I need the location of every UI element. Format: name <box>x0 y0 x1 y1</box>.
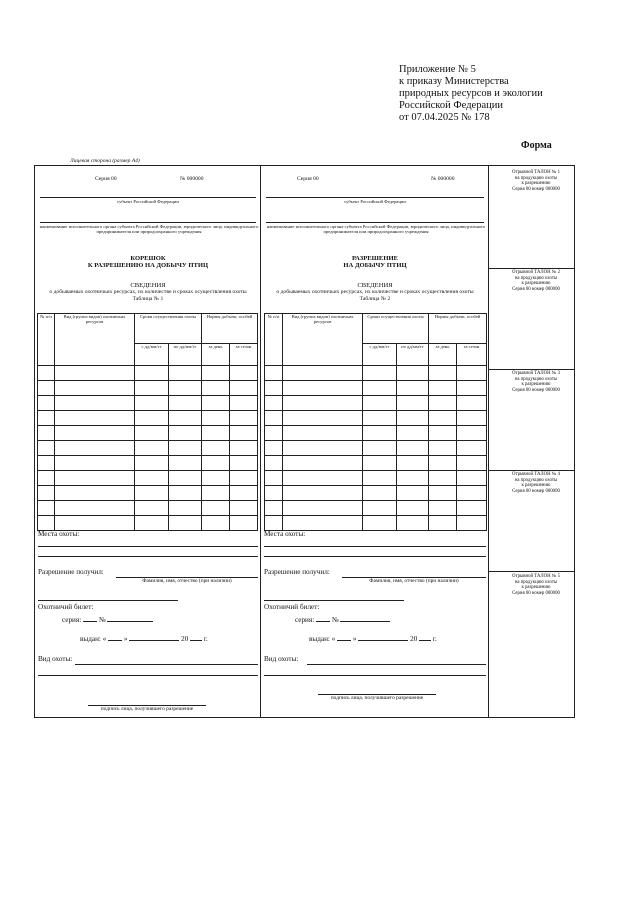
table-cell[interactable] <box>429 396 457 411</box>
table-cell[interactable] <box>363 486 397 501</box>
table-cell[interactable] <box>38 516 55 531</box>
permit-issued-year-field[interactable] <box>419 640 431 641</box>
table-cell[interactable] <box>265 411 283 426</box>
header-line-3: природных ресурсов и экологии <box>399 88 543 99</box>
talon-3-line-3: к разрешению <box>521 382 551 388</box>
table-cell[interactable] <box>135 501 169 516</box>
counterfoil-sign-caption: подпись лица, получившего разрешение <box>100 706 194 712</box>
table-cell[interactable] <box>38 486 55 501</box>
permit-title <box>266 255 484 270</box>
permit-places-line-1[interactable] <box>264 546 486 547</box>
table-row <box>38 471 258 486</box>
table-cell[interactable] <box>55 366 135 381</box>
counterfoil-title-2: К РАЗРЕШЕНИЮ НА ДОБЫЧУ ПТИЦ <box>87 262 209 270</box>
permit-authority-caption: наименование исполнительного органа субъекта Российской Федерации, юридического лица, индивидуального предпринимателя или природоохранного учреждения <box>266 224 486 235</box>
table-cell[interactable] <box>230 501 258 516</box>
counterfoil-places-line-1[interactable] <box>38 546 258 547</box>
table-cell[interactable] <box>230 516 258 531</box>
header-line-4: Российской Федерации <box>399 100 503 111</box>
table-cell[interactable] <box>38 366 55 381</box>
table-cell[interactable] <box>457 381 487 396</box>
table-row <box>38 441 258 456</box>
table-cell[interactable] <box>363 516 397 531</box>
table-cell[interactable] <box>135 381 169 396</box>
counterfoil-issued-day[interactable] <box>108 640 122 641</box>
table-cell[interactable] <box>265 381 283 396</box>
table-cell[interactable] <box>169 411 202 426</box>
permit-number: № 000000 <box>431 176 455 182</box>
table-row <box>265 501 487 516</box>
counterfoil-hunt-type-line-2[interactable] <box>38 675 258 676</box>
table-cell[interactable] <box>397 441 429 456</box>
permit-ticket-series-field[interactable] <box>316 621 330 622</box>
talon-3-title: Отрывной ТАЛОН № 3 <box>512 371 560 376</box>
table-row <box>265 486 487 501</box>
permit-issued-label: выдан: « <box>309 635 336 643</box>
permit-ticket-no-label: № <box>331 616 339 624</box>
counterfoil-hunt-type-line[interactable] <box>75 664 258 665</box>
talon-4-serial: Серия 00 номер 000000 <box>512 488 560 494</box>
table-cell[interactable] <box>457 396 487 411</box>
table-cell[interactable] <box>397 411 429 426</box>
counterfoil-info-sub: о добываемых охотничьих ресурсах, их количестве и сроках осуществления охоты <box>49 289 247 296</box>
table-cell[interactable] <box>230 456 258 471</box>
permit-subject-line <box>266 197 484 198</box>
th-per-season: за сезон <box>457 344 487 366</box>
table-cell[interactable] <box>429 501 457 516</box>
table-cell[interactable] <box>202 426 230 441</box>
permit-table-label: Таблица № 2 <box>359 295 391 302</box>
table-cell[interactable] <box>363 426 397 441</box>
table-cell[interactable] <box>202 411 230 426</box>
counterfoil-info <box>40 282 256 302</box>
permit-info <box>266 282 484 302</box>
table-cell[interactable] <box>230 486 258 501</box>
table-cell[interactable] <box>429 516 457 531</box>
th-to: по дд/мм/гг <box>169 344 202 366</box>
permit-hunt-type-line[interactable] <box>307 664 486 665</box>
talon-2-line-3: к разрешению <box>521 281 551 287</box>
table-cell[interactable] <box>397 396 429 411</box>
table-cell[interactable] <box>202 456 230 471</box>
table-cell[interactable] <box>135 456 169 471</box>
th-from: с дд/мм/гг <box>135 344 169 366</box>
table-cell[interactable] <box>429 426 457 441</box>
th-norms: Нормы добычи, особей <box>429 314 487 344</box>
table-cell[interactable] <box>169 381 202 396</box>
table-cell[interactable] <box>457 441 487 456</box>
table-row <box>265 381 487 396</box>
table-cell[interactable] <box>397 456 429 471</box>
counterfoil-issued-g: г. <box>203 635 208 643</box>
talon-2-title: Отрывной ТАЛОН № 2 <box>512 270 560 275</box>
counterfoil-ticket-no-field[interactable] <box>107 621 153 622</box>
counterfoil-places-label: Места охоты: <box>38 530 80 538</box>
table-cell[interactable] <box>169 366 202 381</box>
permit-authority-line <box>266 222 484 223</box>
counterfoil-authority-line <box>40 222 256 223</box>
th-terms: Сроки осуществления охоты <box>363 314 429 344</box>
permit-fio-caption: Фамилия, имя, отчество (при наличии) <box>369 578 459 584</box>
th-terms: Сроки осуществления охоты <box>135 314 202 344</box>
table-cell[interactable] <box>38 441 55 456</box>
table-cell[interactable] <box>363 471 397 486</box>
header-line-5: от 07.04.2025 № 178 <box>399 112 490 123</box>
table-cell[interactable] <box>429 486 457 501</box>
table-cell[interactable] <box>283 471 363 486</box>
permit-info-sub: о добываемых охотничьих ресурсах, их количестве и сроках осуществления охоты <box>276 289 474 296</box>
table-cell[interactable] <box>283 426 363 441</box>
table-row <box>38 501 258 516</box>
talon-4 <box>491 472 581 494</box>
table-cell[interactable] <box>283 501 363 516</box>
table-cell[interactable] <box>265 471 283 486</box>
permit-title-1: РАЗРЕШЕНИЕ <box>352 255 398 262</box>
table-row <box>38 456 258 471</box>
table-cell[interactable] <box>202 486 230 501</box>
talon-divider-1 <box>488 268 574 269</box>
counterfoil-table <box>37 313 258 531</box>
table-cell[interactable] <box>363 396 397 411</box>
table-cell[interactable] <box>135 441 169 456</box>
th-num: № п/п <box>38 314 55 366</box>
permit-issued-year: 20 <box>410 635 418 643</box>
table-cell[interactable] <box>429 366 457 381</box>
table-cell[interactable] <box>397 516 429 531</box>
counterfoil-title-1: КОРЕШОК <box>130 255 166 262</box>
table-cell[interactable] <box>457 471 487 486</box>
table-cell[interactable] <box>397 501 429 516</box>
permit-ticket-label: Охотничий билет: <box>264 603 320 611</box>
table-cell[interactable] <box>169 486 202 501</box>
table-cell[interactable] <box>363 456 397 471</box>
talon-divider-3 <box>488 470 574 471</box>
table-cell[interactable] <box>169 426 202 441</box>
permit-ticket-series <box>295 616 390 624</box>
table-cell[interactable] <box>135 516 169 531</box>
table-cell[interactable] <box>397 426 429 441</box>
th-num: № п/п <box>265 314 283 366</box>
permit-places-label: Места охоты: <box>264 530 306 538</box>
th-per-day: за день <box>429 344 457 366</box>
counterfoil-issued-label: выдан: « <box>80 635 107 643</box>
permit-hunt-type-line-2[interactable] <box>264 675 486 676</box>
table-row <box>265 456 487 471</box>
table-cell[interactable] <box>169 471 202 486</box>
table-cell[interactable] <box>38 381 55 396</box>
counterfoil-issued-year-field[interactable] <box>190 640 202 641</box>
table-cell[interactable] <box>283 396 363 411</box>
form-label: Форма <box>521 140 552 151</box>
table-row <box>38 366 258 381</box>
talon-1-line-2: на продукцию охоты <box>514 175 558 181</box>
cut-line-left <box>260 166 261 717</box>
table-cell[interactable] <box>135 426 169 441</box>
talon-divider-2 <box>488 369 574 370</box>
table-cell[interactable] <box>457 456 487 471</box>
counterfoil-fio-line-2[interactable] <box>38 600 178 601</box>
permit-sign-caption: подпись лица, получившего разрешение <box>330 695 424 701</box>
table-cell[interactable] <box>202 471 230 486</box>
table-cell[interactable] <box>363 381 397 396</box>
table-cell[interactable] <box>38 471 55 486</box>
table-cell[interactable] <box>38 411 55 426</box>
table-cell[interactable] <box>55 501 135 516</box>
table-row <box>265 411 487 426</box>
talon-5-line-3: к разрешению <box>521 585 551 591</box>
permit-places-line-2[interactable] <box>264 556 486 557</box>
order-reference <box>399 64 543 124</box>
table-cell[interactable] <box>283 441 363 456</box>
counterfoil-title <box>40 255 256 270</box>
table-row <box>38 396 258 411</box>
table-cell[interactable] <box>230 426 258 441</box>
table-cell[interactable] <box>55 441 135 456</box>
cut-line-right <box>488 166 489 717</box>
th-species: Вид (группа видов) охотничьих ресурсов <box>55 314 135 366</box>
table-cell[interactable] <box>363 501 397 516</box>
table-cell[interactable] <box>169 501 202 516</box>
table-row <box>265 471 487 486</box>
table-cell[interactable] <box>457 501 487 516</box>
table-cell[interactable] <box>265 456 283 471</box>
talon-2 <box>491 270 581 292</box>
talon-1-serial: Серия 00 номер 000000 <box>512 186 560 192</box>
permit-table-body <box>265 366 487 531</box>
counterfoil-fio-caption: Фамилия, имя, отчество (при наличии) <box>142 578 232 584</box>
table-cell[interactable] <box>397 471 429 486</box>
header-line-1: Приложение № 5 <box>399 64 476 75</box>
table-cell[interactable] <box>55 486 135 501</box>
table-cell[interactable] <box>363 411 397 426</box>
table-row <box>38 381 258 396</box>
table-cell[interactable] <box>265 441 283 456</box>
th-to: по дд/мм/гг <box>397 344 429 366</box>
table-cell[interactable] <box>429 471 457 486</box>
counterfoil-subject-caption: субъект Российской Федерации <box>117 199 179 204</box>
table-row <box>265 396 487 411</box>
table-cell[interactable] <box>202 396 230 411</box>
table-row <box>265 366 487 381</box>
table-row <box>265 426 487 441</box>
table-cell[interactable] <box>429 411 457 426</box>
table-cell[interactable] <box>363 441 397 456</box>
table-cell[interactable] <box>38 396 55 411</box>
table-cell[interactable] <box>38 426 55 441</box>
table-cell[interactable] <box>429 456 457 471</box>
counterfoil-ticket-label: Охотничий билет: <box>38 603 94 611</box>
table-cell[interactable] <box>55 411 135 426</box>
table-cell[interactable] <box>363 366 397 381</box>
counterfoil-places-line-2[interactable] <box>38 556 258 557</box>
talon-1-line-3: к разрешению <box>521 181 551 187</box>
table-cell[interactable] <box>55 516 135 531</box>
table-cell[interactable] <box>283 486 363 501</box>
table-row <box>38 486 258 501</box>
table-cell[interactable] <box>265 486 283 501</box>
table-cell[interactable] <box>265 501 283 516</box>
th-per-season: за сезон <box>230 344 258 366</box>
counterfoil-ticket-series-field[interactable] <box>83 621 97 622</box>
counterfoil-ticket-series <box>62 616 153 624</box>
table-cell[interactable] <box>397 366 429 381</box>
talon-3-serial: Серия 00 номер 000000 <box>512 387 560 393</box>
talon-5-line-2: на продукцию охоты <box>514 579 558 585</box>
talon-divider-4 <box>488 571 574 572</box>
permit-issued-g: г. <box>432 635 437 643</box>
table-cell[interactable] <box>55 471 135 486</box>
table-cell[interactable] <box>457 411 487 426</box>
counterfoil-table-body <box>38 366 258 531</box>
table-cell[interactable] <box>169 441 202 456</box>
table-cell[interactable] <box>202 501 230 516</box>
table-cell[interactable] <box>55 381 135 396</box>
table-cell[interactable] <box>169 456 202 471</box>
counterfoil-table-label: Таблица № 1 <box>132 295 164 302</box>
table-cell[interactable] <box>230 381 258 396</box>
counterfoil-number: № 000000 <box>180 176 204 182</box>
permit-table <box>264 313 487 531</box>
table-cell[interactable] <box>265 426 283 441</box>
permit-issued-quote: » <box>352 635 357 643</box>
table-cell[interactable] <box>283 456 363 471</box>
table-row <box>265 516 487 531</box>
table-cell[interactable] <box>135 366 169 381</box>
table-cell[interactable] <box>230 441 258 456</box>
table-cell[interactable] <box>230 366 258 381</box>
table-cell[interactable] <box>55 456 135 471</box>
talon-3-line-2: на продукцию охоты <box>514 376 558 382</box>
permit-title-2: НА ДОБЫЧУ ПТИЦ <box>343 262 407 270</box>
talon-5-title: Отрывной ТАЛОН № 5 <box>512 574 560 579</box>
counterfoil-received-label: Разрешение получил: <box>38 568 104 576</box>
table-cell[interactable] <box>230 411 258 426</box>
counterfoil-ticket-series-label: серия: <box>62 616 82 624</box>
permit-issued <box>309 635 437 643</box>
table-cell[interactable] <box>397 381 429 396</box>
face-side-note: Лицевая сторона (размер А4) <box>70 158 140 164</box>
table-cell[interactable] <box>429 441 457 456</box>
permit-subject-caption: субъект Российской Федерации <box>344 199 406 204</box>
table-cell[interactable] <box>283 381 363 396</box>
th-norms: Нормы добычи, особей <box>202 314 258 344</box>
table-row <box>265 441 487 456</box>
table-cell[interactable] <box>265 366 283 381</box>
table-cell[interactable] <box>38 456 55 471</box>
table-cell[interactable] <box>265 396 283 411</box>
table-cell[interactable] <box>202 381 230 396</box>
talon-2-line-2: на продукцию охоты <box>514 275 558 281</box>
permit-ticket-no-field[interactable] <box>340 621 390 622</box>
talon-1-title: Отрывной ТАЛОН № 1 <box>512 170 560 175</box>
table-cell[interactable] <box>55 426 135 441</box>
table-cell[interactable] <box>429 381 457 396</box>
table-row <box>38 411 258 426</box>
th-per-day: за день <box>202 344 230 366</box>
counterfoil-hunt-type-label: Вид охоты: <box>38 655 73 663</box>
table-cell[interactable] <box>230 396 258 411</box>
talon-4-line-3: к разрешению <box>521 483 551 489</box>
table-cell[interactable] <box>202 441 230 456</box>
counterfoil-issued-year: 20 <box>181 635 189 643</box>
table-cell[interactable] <box>265 516 283 531</box>
permit-issued-day[interactable] <box>337 640 351 641</box>
table-cell[interactable] <box>135 411 169 426</box>
talon-1 <box>491 170 581 192</box>
permit-fio-line-2[interactable] <box>264 600 404 601</box>
counterfoil-issued-quote: » <box>123 635 128 643</box>
table-cell[interactable] <box>55 396 135 411</box>
table-cell[interactable] <box>283 411 363 426</box>
talon-3 <box>491 371 581 393</box>
table-cell[interactable] <box>457 366 487 381</box>
permit-info-title: СВЕДЕНИЯ <box>357 282 393 289</box>
table-cell[interactable] <box>457 486 487 501</box>
counterfoil-authority-caption: наименование исполнительного органа субъекта Российской Федерации, юридического лица, индивидуального предпринимателя или природоохранного учреждения <box>39 224 259 235</box>
table-cell[interactable] <box>202 366 230 381</box>
table-cell[interactable] <box>397 486 429 501</box>
permit-received-label: Разрешение получил: <box>264 568 330 576</box>
table-cell[interactable] <box>169 396 202 411</box>
talon-4-line-2: на продукцию охоты <box>514 477 558 483</box>
counterfoil-issued-month[interactable] <box>129 640 179 641</box>
permit-hunt-type-label: Вид охоты: <box>264 655 299 663</box>
table-cell[interactable] <box>169 516 202 531</box>
th-from: с дд/мм/гг <box>363 344 397 366</box>
th-species: Вид (группа видов) охотничьих ресурсов <box>283 314 363 366</box>
table-cell[interactable] <box>457 516 487 531</box>
table-cell[interactable] <box>135 396 169 411</box>
permit-series: Серия 00 <box>297 176 319 182</box>
talon-4-title: Отрывной ТАЛОН № 4 <box>512 472 560 477</box>
table-cell[interactable] <box>135 471 169 486</box>
talon-5 <box>491 574 581 596</box>
talon-5-serial: Серия 00 номер 000000 <box>512 590 560 596</box>
table-row <box>38 516 258 531</box>
table-row <box>38 426 258 441</box>
counterfoil-series: Серия 00 <box>95 176 117 182</box>
header-line-2: к приказу Министерства <box>399 76 509 87</box>
table-cell[interactable] <box>38 501 55 516</box>
table-cell[interactable] <box>230 471 258 486</box>
counterfoil-info-title: СВЕДЕНИЯ <box>130 282 166 289</box>
table-cell[interactable] <box>283 366 363 381</box>
table-cell[interactable] <box>457 426 487 441</box>
table-cell[interactable] <box>202 516 230 531</box>
permit-ticket-series-label: серия: <box>295 616 315 624</box>
talon-2-serial: Серия 00 номер 000000 <box>512 286 560 292</box>
counterfoil-subject-line <box>40 197 256 198</box>
table-cell[interactable] <box>135 486 169 501</box>
table-cell[interactable] <box>283 516 363 531</box>
counterfoil-ticket-no-label: № <box>98 616 106 624</box>
permit-issued-month[interactable] <box>358 640 408 641</box>
counterfoil-issued <box>80 635 208 643</box>
